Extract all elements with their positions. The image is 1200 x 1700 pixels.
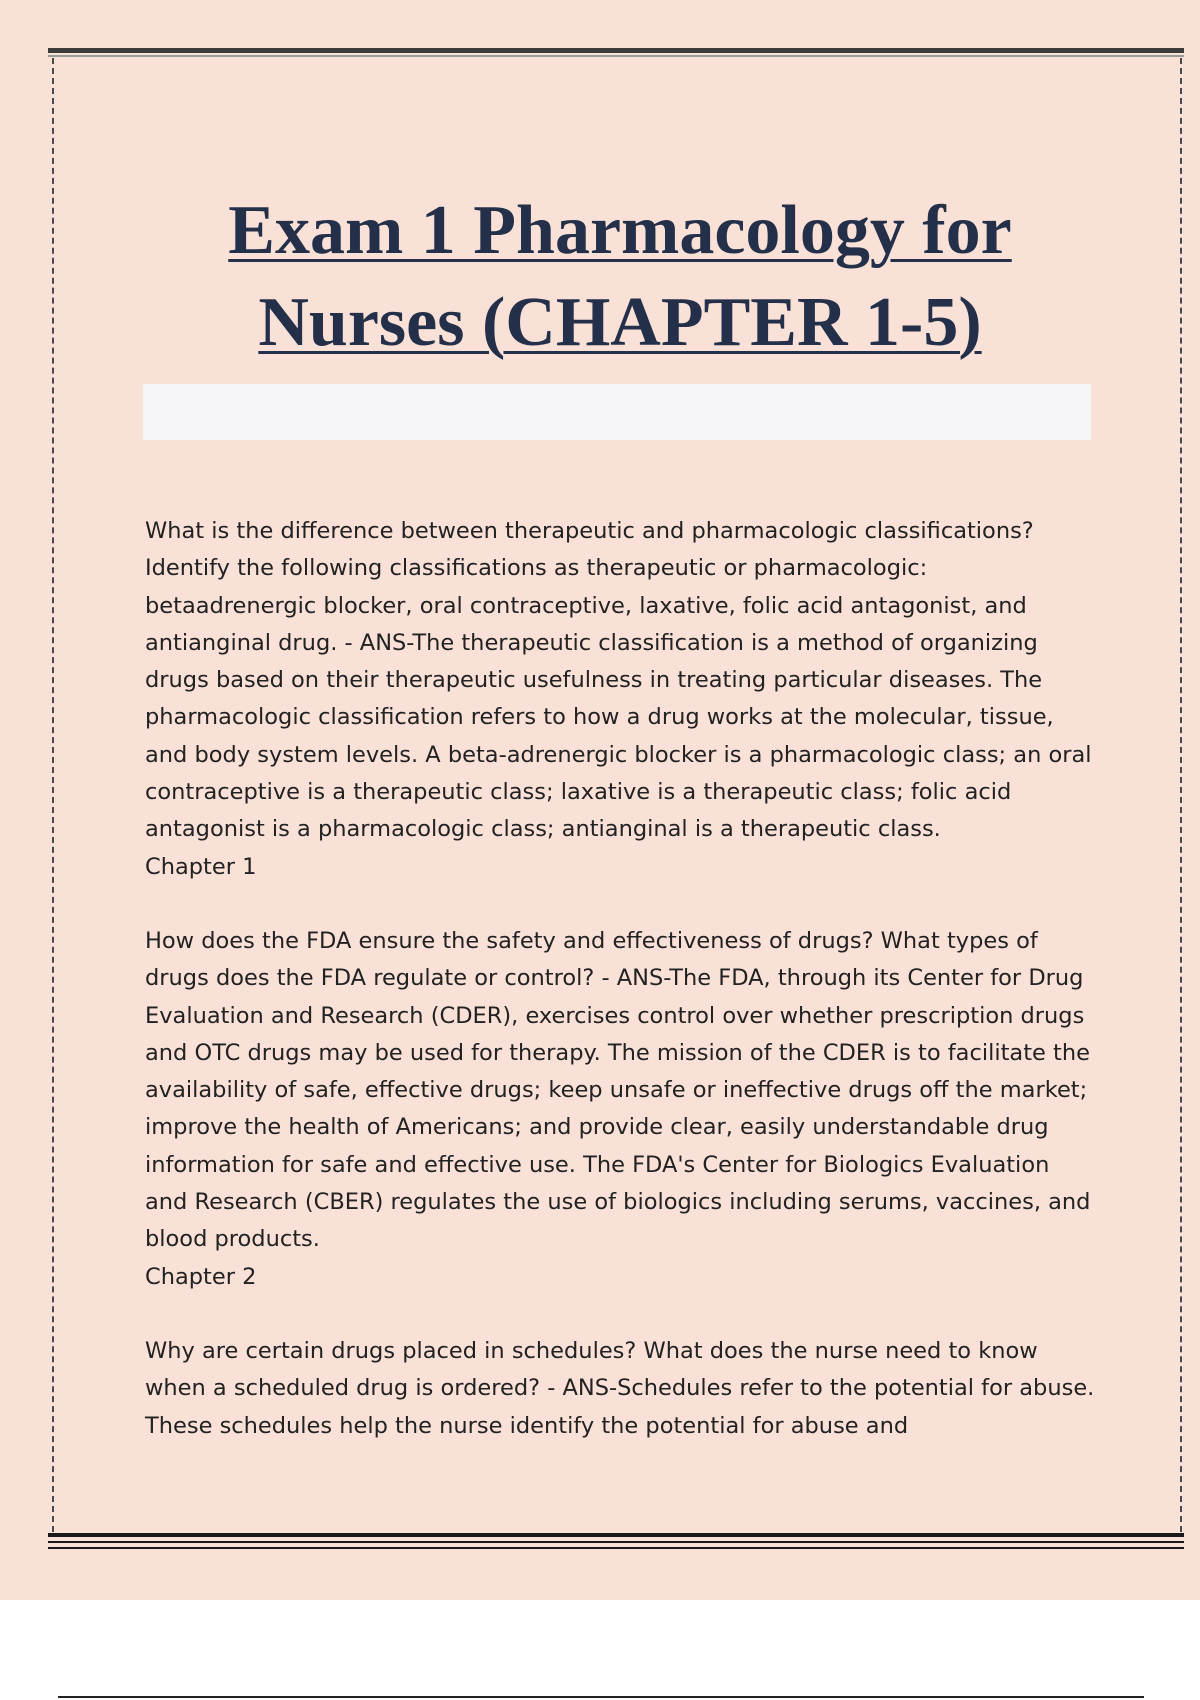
chapter-label: Chapter 2 [145, 1263, 257, 1290]
qa-text: How does the FDA ensure the safety and effectiveness of drugs? What types of drugs does the FDA regulate or control? - ANS-The FDA, through its Center for Drug Evaluation and Research (CDER), exercises control over whether prescription drugs and OTC drugs may be used for therapy. The mission of the CDER is to facilitate the availability of safe, effective drugs; keep unsafe or ineffective drugs off the market; improve the health of Americans; and provide clear, easily understandable drug information for safe and effective use. The FDA's Center for Biologics Evaluation and Research (CBER) regulates the use of biologics including serums, vaccines, and blood products. [145, 927, 1091, 1253]
top-border-shadow [48, 55, 1184, 57]
qa-text: Why are certain drugs placed in schedules? What does the nurse need to know when a scheduled drug is ordered? - ANS-Schedules refer to the potential for abuse. These schedules help the nurse identify the potential for abuse and [145, 1337, 1095, 1439]
qa-entry [145, 923, 1095, 1296]
document-body [145, 513, 1095, 1482]
document-title [120, 185, 1120, 369]
top-border-rule [48, 48, 1184, 53]
bottom-border-rule [48, 1533, 1184, 1537]
bottom-border-rule [48, 1541, 1184, 1543]
qa-entry [145, 513, 1095, 886]
title-line-1: Exam 1 Pharmacology for [228, 192, 1012, 269]
next-page-divider [58, 1696, 1144, 1698]
chapter-label: Chapter 1 [145, 853, 257, 880]
qa-entry [145, 1333, 1095, 1445]
qa-text: What is the difference between therapeutic and pharmacologic classifications? Identify the following classifications as therapeutic or pharmacologic: betaadrenergic blocker, oral contraceptive, laxative, folic acid antagonist, and antianginal drug. - ANS-The therapeutic classification is a method of organizing drugs based on their therapeutic usefulness in treating particular diseases. The pharmacologic classification refers to how a drug works at the molecular, tissue, and body system levels. A beta-adrenergic blocker is a pharmacologic class; an oral contraceptive is a therapeutic class; laxative is a therapeutic class; folic acid antagonist is a pharmacologic class; antianginal is a therapeutic class. [145, 518, 1092, 843]
bottom-border-rule [48, 1547, 1184, 1549]
title-band [143, 384, 1091, 440]
title-line-2: Nurses (CHAPTER 1-5) [258, 284, 982, 361]
